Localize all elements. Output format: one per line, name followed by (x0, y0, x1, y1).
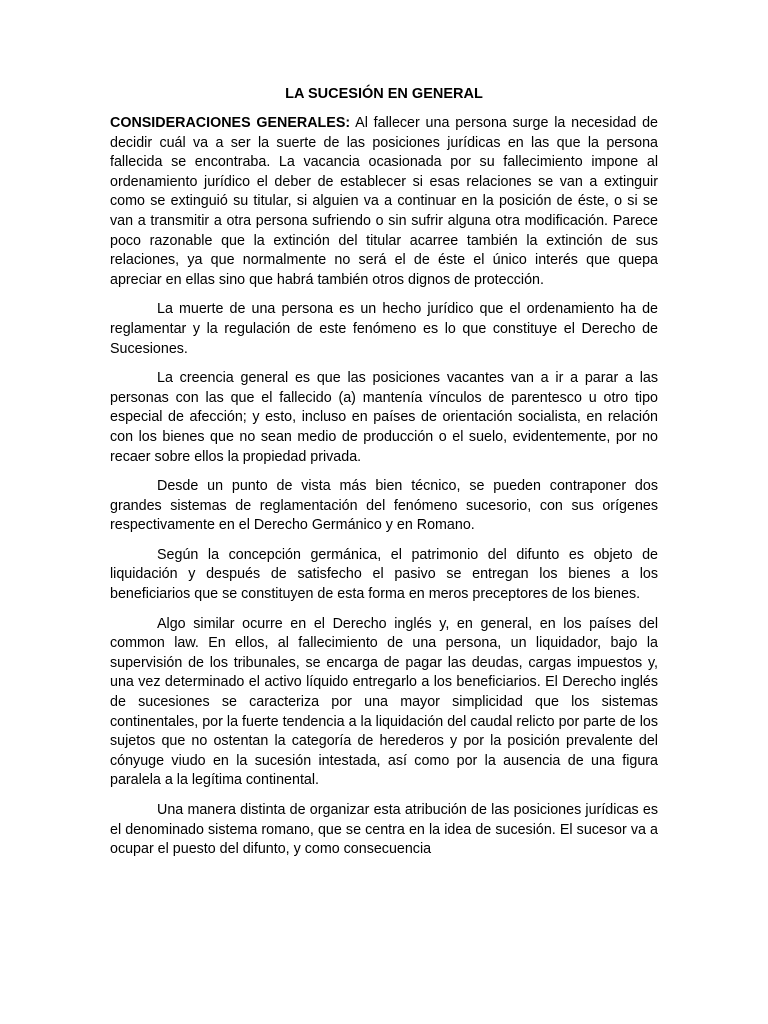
paragraph-5: Algo similar ocurre en el Derecho inglés y, en general, en los países del common law. En ellos, al fallecimiento de una persona, un liquidador, bajo la supervisión de los tribunales, se encarga de pagar las deudas, cargas impuestos y, una vez determinado el activo líquido entregarlo a los beneficiarios. El Derecho inglés de sucesiones se caracteriza por una mayor simplicidad que los sistemas continentales, por la fuerte tendencia a la liquidación del caudal relicto por parte de los sujetos que no ostentan la categoría de herederos y por la posición prevalente del cónyuge viudo en la sucesión intestada, así como por la ausencia de una figura paralela a la legítima continental. (110, 615, 658, 789)
lead-text: Al fallecer una persona surge la necesidad de decidir cuál va a ser la suerte de las posiciones jurídicas en las que la persona fallecida se encontraba. La vacancia ocasionada por su fallecimiento impone al ordenamiento jurídico el deber de establecer si esas relaciones se van a extinguir como se extinguió su titular, si alguien va a continuar en la posición de éste, o si se van a transmitir a otra persona sufriendo o sin sufrir alguna otra modificación. Parece poco razonable que la extinción del titular acarree también la extinción de sus relaciones, ya que normalmente no será el de éste el único interés que quepa apreciar en ellas sino que habrá también otros dignos de protección. (110, 115, 659, 288)
paragraph-2: La creencia general es que las posiciones vacantes van a ir a parar a las personas con las que el fallecido (a) mantenía vínculos de parentesco u otro tipo especial de afección; y esto, incluso en países de orientación socialista, en relación con los bienes que no sean medio de producción o el suelo, evidentemente, por no recaer sobre ellos la propiedad privada. (110, 370, 658, 465)
paragraph-4: Según la concepción germánica, el patrimonio del difunto es objeto de liquidación y después de satisfecho el pasivo se entregan los bienes a los beneficiarios que se constituyen de esta forma en meros preceptores de los bienes. (110, 546, 658, 603)
paragraph-1: La muerte de una persona es un hecho jurídico que el ordenamiento ha de reglamentar y la regulación de este fenómeno es lo que constituye el Derecho de Sucesiones. (110, 301, 658, 357)
lead-heading: CONSIDERACIONES GENERALES: (110, 115, 351, 131)
document-title: LA SUCESIÓN EN GENERAL (285, 86, 483, 102)
lead-paragraph (110, 114, 658, 290)
paragraph-6: Una manera distinta de organizar esta atribución de las posiciones jurídicas es el denominado sistema romano, que se centra en la idea de sucesión. El sucesor va a ocupar el puesto del difunto, y como consecuencia (110, 802, 658, 858)
paragraph-3: Desde un punto de vista más bien técnico, se pueden contraponer dos grandes sistemas de reglamentación del fenómeno sucesorio, con sus orígenes respectivamente en el Derecho Germánico y en Romano. (110, 478, 658, 534)
